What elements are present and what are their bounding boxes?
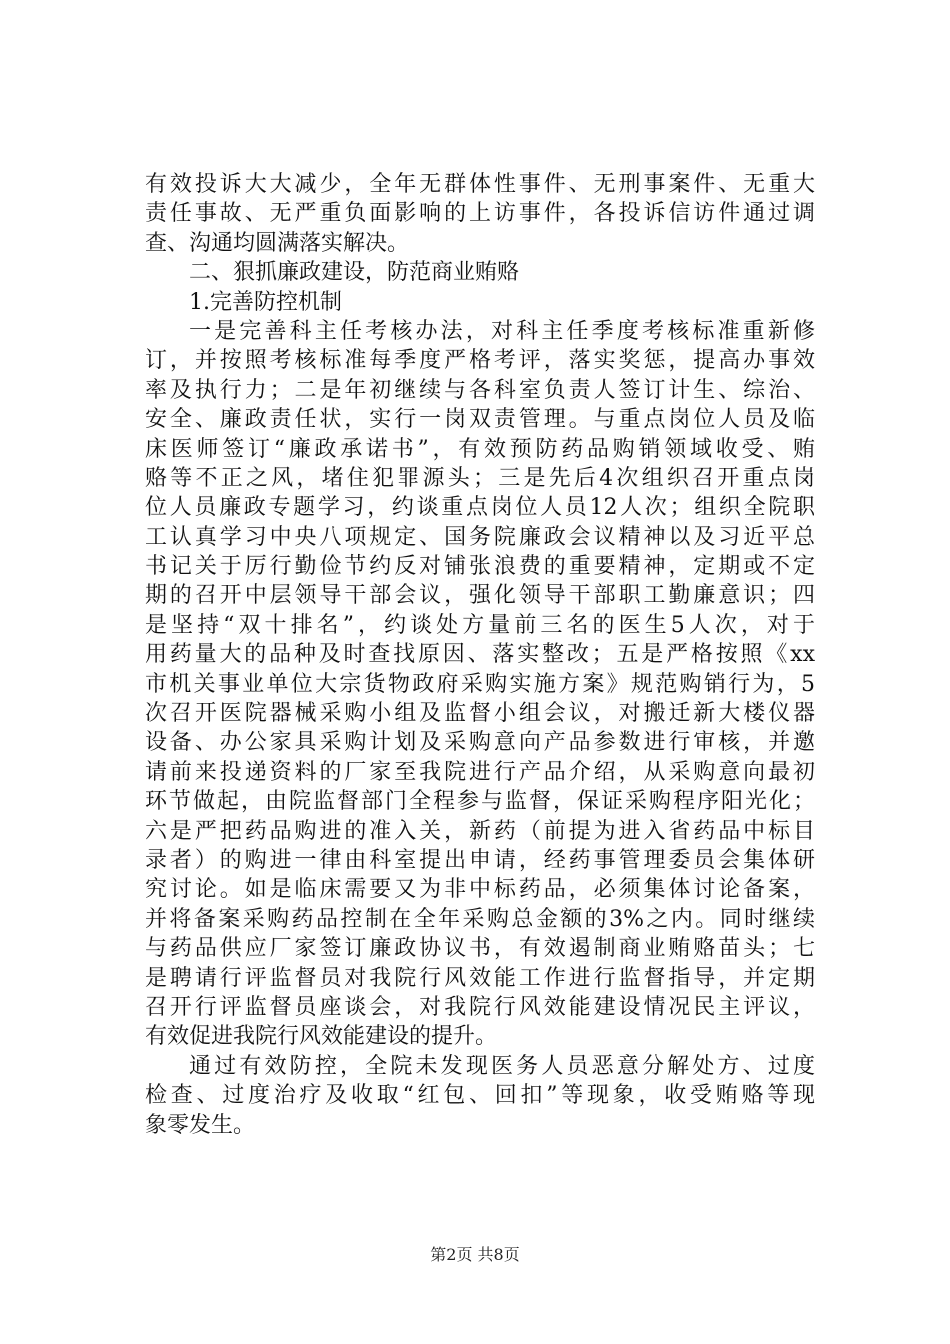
- text-line: 次召开医院器械采购小组及监督小组会议，对搬迁新大楼仪器: [145, 701, 815, 727]
- text-line: 责任事故、无严重负面影响的上访事件，各投诉信访件通过调: [145, 201, 815, 227]
- text-line: 六是严把药品购进的准入关，新药（前提为进入省药品中标目: [145, 818, 815, 844]
- text-line: 究讨论。如是临床需要又为非中标药品，必须集体讨论备案，: [145, 877, 815, 903]
- text-line: 书记关于厉行勤俭节约反对铺张浪费的重要精神，定期或不定: [145, 554, 815, 580]
- text-line: 安全、廉政责任状，实行一岗双责管理。与重点岗位人员及临: [145, 407, 815, 433]
- subsection-heading: 1.完善防控机制: [189, 289, 342, 315]
- text-line: 环节做起，由院监督部门全程参与监督，保证采购程序阳光化；: [145, 789, 815, 815]
- text-line: 率及执行力；二是年初继续与各科室负责人签订计生、综治、: [145, 377, 815, 403]
- text-line: 床医师签订“廉政承诺书”，有效预防药品购销领域收受、贿: [145, 436, 815, 462]
- text-line: 设备、办公家具采购计划及采购意向产品参数进行审核，并邀: [145, 730, 815, 756]
- text-line: 象零发生。: [145, 1112, 256, 1138]
- text-line: 订，并按照考核标准每季度严格考评，落实奖惩，提高办事效: [145, 348, 815, 374]
- text-line: 用药量大的品种及时查找原因、落实整改；五是严格按照《xx: [145, 642, 815, 668]
- text-line: 请前来投递资料的厂家至我院进行产品介绍，从采购意向最初: [145, 759, 815, 785]
- text-line: 一是完善科主任考核办法，对科主任季度考核标准重新修: [189, 318, 815, 344]
- text-line: 通过有效防控，全院未发现医务人员恶意分解处方、过度: [189, 1053, 815, 1079]
- text-line: 是聘请行评监督员对我院行风效能工作进行监督指导，并定期: [145, 965, 815, 991]
- text-line: 召开行评监督员座谈会，对我院行风效能建设情况民主评议，: [145, 994, 815, 1020]
- text-line: 是坚持“双十排名”，约谈处方量前三名的医生5人次，对于: [145, 612, 815, 638]
- text-line: 位人员廉政专题学习，约谈重点岗位人员12人次；组织全院职: [145, 495, 815, 521]
- section-heading: 二、狠抓廉政建设，防范商业贿赂: [189, 260, 520, 286]
- document-body: [145, 170, 815, 1140]
- text-line: 工认真学习中央八项规定、国务院廉政会议精神以及习近平总: [145, 524, 815, 550]
- text-line: 检查、过度治疗及收取“红包、回扣”等现象，收受贿赂等现: [145, 1083, 815, 1109]
- text-line: 有效投诉大大减少，全年无群体性事件、无刑事案件、无重大: [145, 172, 815, 197]
- text-line: 赂等不正之风，堵住犯罪源头；三是先后4次组织召开重点岗: [145, 465, 815, 491]
- text-line: 期的召开中层领导干部会议，强化领导干部职工勤廉意识；四: [145, 583, 815, 609]
- text-line: 有效促进我院行风效能建设的提升。: [145, 1024, 498, 1050]
- text-line: 与药品供应厂家签订廉政协议书，有效遏制商业贿赂苗头；七: [145, 936, 815, 962]
- text-line: 录者）的购进一律由科室提出申请，经药事管理委员会集体研: [145, 847, 815, 873]
- text-line: 市机关事业单位大宗货物政府采购实施方案》规范购销行为，5: [145, 671, 815, 697]
- page-footer: 第2页 共8页: [430, 1245, 520, 1264]
- text-line: 并将备案采购药品控制在全年采购总金额的3%之内。同时继续: [145, 906, 815, 932]
- text-line: 查、沟通均圆满落实解决。: [145, 230, 410, 256]
